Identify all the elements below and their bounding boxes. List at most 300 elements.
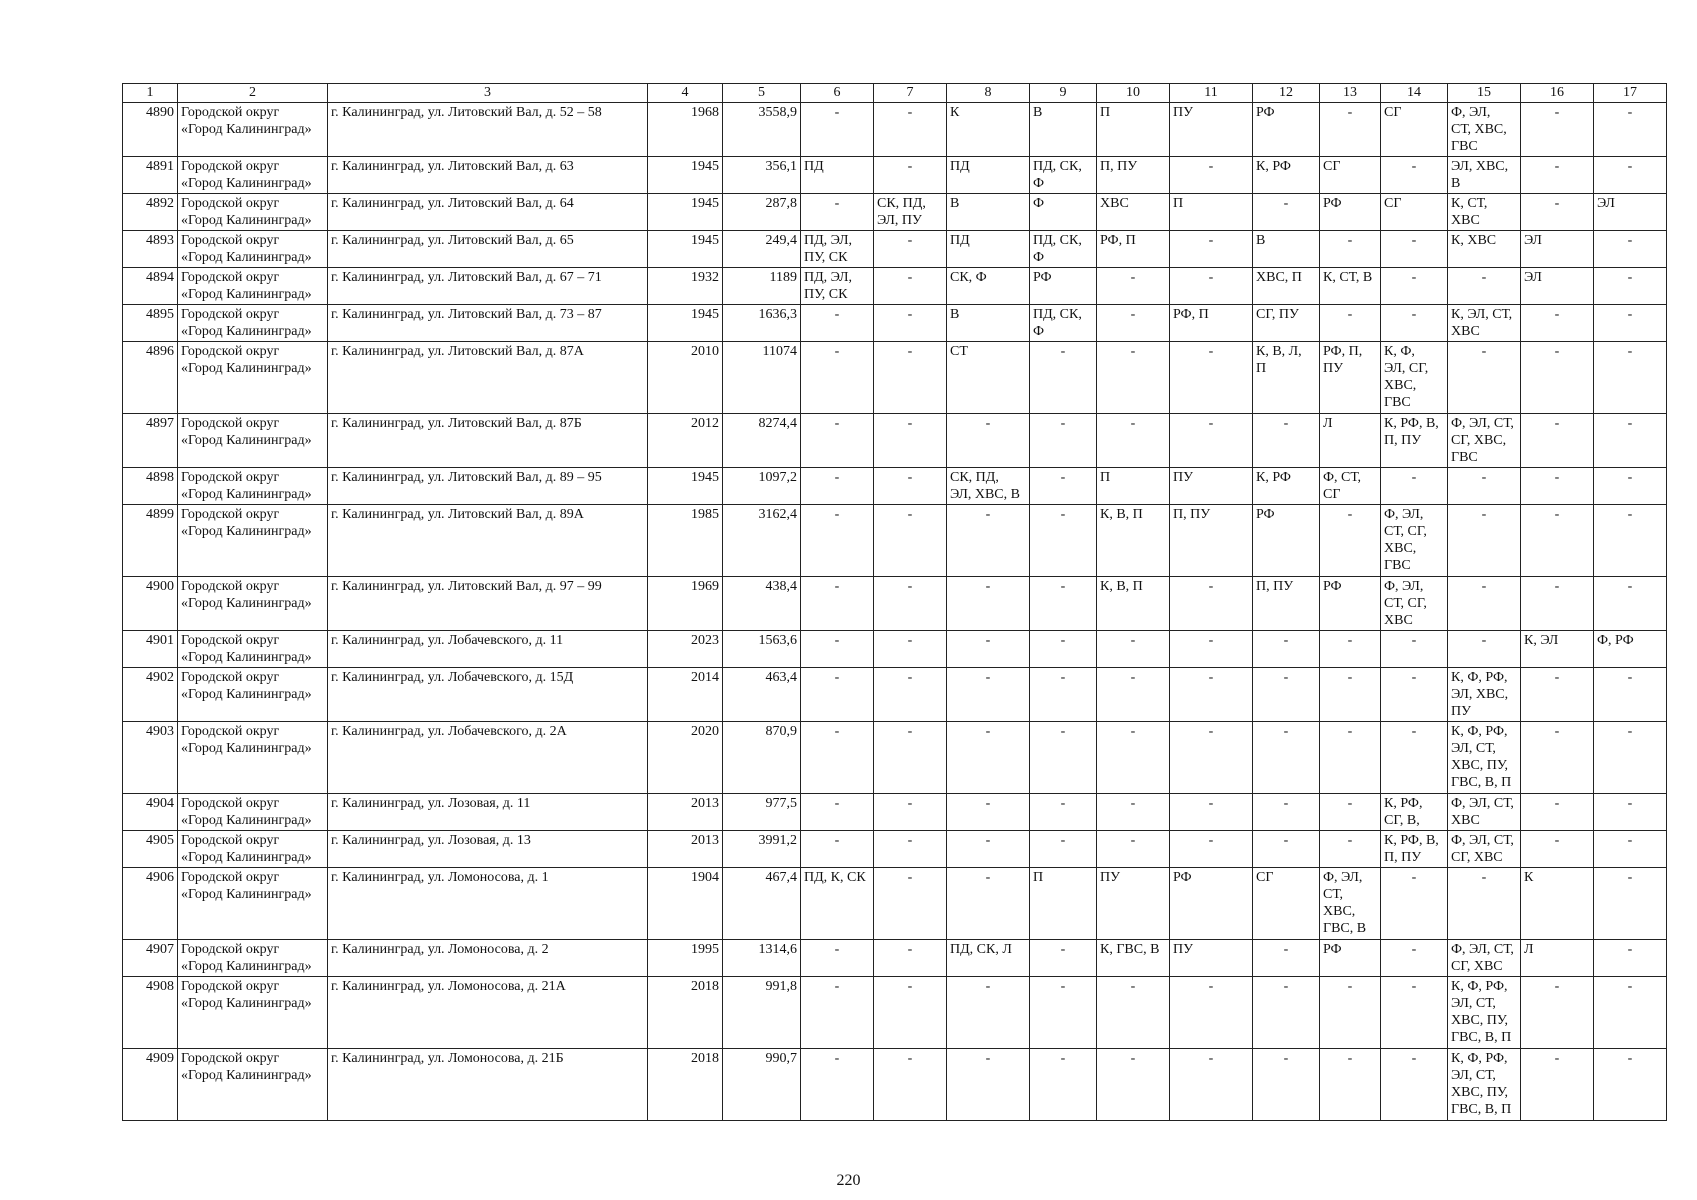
table-cell: К, СТ, В bbox=[1320, 268, 1381, 305]
table-cell: - bbox=[1097, 305, 1170, 342]
table-cell: 1314,6 bbox=[723, 940, 801, 977]
table-cell: - bbox=[947, 1049, 1030, 1121]
table-cell: - bbox=[1521, 722, 1594, 794]
table-cell: - bbox=[1594, 268, 1667, 305]
table-cell: 8274,4 bbox=[723, 414, 801, 468]
table-cell: РФ bbox=[1320, 194, 1381, 231]
table-cell: - bbox=[947, 831, 1030, 868]
table-cell: В bbox=[947, 305, 1030, 342]
table-cell: г. Калининград, ул. Литовский Вал, д. 73 – 87 bbox=[328, 305, 648, 342]
table-row bbox=[123, 868, 1667, 940]
table-cell: - bbox=[1381, 977, 1448, 1049]
table-cell: 3558,9 bbox=[723, 103, 801, 157]
table-cell: 2020 bbox=[648, 722, 723, 794]
table-cell: - bbox=[1170, 631, 1253, 668]
table-cell: СК, Ф bbox=[947, 268, 1030, 305]
table-cell: - bbox=[1521, 831, 1594, 868]
table-cell: - bbox=[947, 505, 1030, 577]
table-row bbox=[123, 940, 1667, 977]
table-cell: ПД, СК, Ф bbox=[1030, 231, 1097, 268]
table-cell: - bbox=[1320, 631, 1381, 668]
table-cell: - bbox=[947, 577, 1030, 631]
table-cell: - bbox=[1448, 631, 1521, 668]
table-cell: - bbox=[874, 157, 947, 194]
table-cell: - bbox=[874, 868, 947, 940]
table-cell: К, СТ, ХВС bbox=[1448, 194, 1521, 231]
table-cell: РФ, П, ПУ bbox=[1320, 342, 1381, 414]
table-cell: - bbox=[1594, 868, 1667, 940]
table-cell: - bbox=[1381, 157, 1448, 194]
table-cell: - bbox=[1253, 631, 1320, 668]
table-cell: - bbox=[1253, 414, 1320, 468]
column-header: 12 bbox=[1253, 84, 1320, 103]
table-cell: - bbox=[1594, 305, 1667, 342]
table-row bbox=[123, 268, 1667, 305]
table-row bbox=[123, 505, 1667, 577]
table-cell: РФ bbox=[1320, 940, 1381, 977]
table-cell: г. Калининград, ул. Лозовая, д. 11 bbox=[328, 794, 648, 831]
table-cell: - bbox=[1170, 157, 1253, 194]
table-cell: К, Ф, РФ, ЭЛ, СТ, ХВС, ПУ, ГВС, В, П bbox=[1448, 722, 1521, 794]
table-cell: К, В, П bbox=[1097, 505, 1170, 577]
table-cell: - bbox=[1320, 794, 1381, 831]
table-cell: ПД bbox=[801, 157, 874, 194]
table-cell: - bbox=[1097, 977, 1170, 1049]
column-header: 8 bbox=[947, 84, 1030, 103]
table-cell: Городской округ «Город Калининград» bbox=[178, 268, 328, 305]
table-cell: Городской округ «Город Калининград» bbox=[178, 194, 328, 231]
table-cell: - bbox=[1030, 468, 1097, 505]
table-cell: Городской округ «Город Калининград» bbox=[178, 668, 328, 722]
table-cell: 1945 bbox=[648, 194, 723, 231]
table-cell: - bbox=[1030, 668, 1097, 722]
table-cell: - bbox=[1594, 342, 1667, 414]
table-cell: - bbox=[801, 414, 874, 468]
table-cell: - bbox=[1594, 722, 1667, 794]
table-cell: 4895 bbox=[123, 305, 178, 342]
table-cell: - bbox=[801, 1049, 874, 1121]
table-cell: Городской округ «Город Калининград» bbox=[178, 1049, 328, 1121]
table-cell: - bbox=[947, 668, 1030, 722]
table-cell: - bbox=[1381, 231, 1448, 268]
table-cell: г. Калининград, ул. Лобачевского, д. 2А bbox=[328, 722, 648, 794]
table-cell: - bbox=[1521, 305, 1594, 342]
table-cell: 1945 bbox=[648, 468, 723, 505]
table-cell: РФ bbox=[1030, 268, 1097, 305]
table-cell: 1969 bbox=[648, 577, 723, 631]
table-row bbox=[123, 831, 1667, 868]
register-table bbox=[122, 83, 1667, 1121]
table-cell: - bbox=[1030, 977, 1097, 1049]
table-cell: В bbox=[1253, 231, 1320, 268]
table-cell: ПУ bbox=[1097, 868, 1170, 940]
table-cell: г. Калининград, ул. Литовский Вал, д. 87А bbox=[328, 342, 648, 414]
table-cell: 1932 bbox=[648, 268, 723, 305]
table-cell: - bbox=[1253, 668, 1320, 722]
table-cell: 2013 bbox=[648, 794, 723, 831]
table-cell: - bbox=[1594, 577, 1667, 631]
table-cell: К, РФ, В, П, ПУ bbox=[1381, 414, 1448, 468]
table-cell: 4894 bbox=[123, 268, 178, 305]
table-cell: - bbox=[947, 414, 1030, 468]
table-cell: Городской округ «Город Калининград» bbox=[178, 468, 328, 505]
table-cell: Городской округ «Город Калининград» bbox=[178, 342, 328, 414]
column-header: 1 bbox=[123, 84, 178, 103]
table-cell: - bbox=[1521, 505, 1594, 577]
table-cell: 2018 bbox=[648, 977, 723, 1049]
table-cell: Городской округ «Город Калининград» bbox=[178, 794, 328, 831]
table-cell: - bbox=[1170, 1049, 1253, 1121]
table-cell: 2013 bbox=[648, 831, 723, 868]
table-cell: - bbox=[1594, 668, 1667, 722]
table-cell: г. Калининград, ул. Литовский Вал, д. 67 – 71 bbox=[328, 268, 648, 305]
column-header: 6 bbox=[801, 84, 874, 103]
table-cell: Городской округ «Город Калининград» bbox=[178, 414, 328, 468]
table-cell: - bbox=[1521, 414, 1594, 468]
table-cell: - bbox=[1030, 631, 1097, 668]
table-cell: - bbox=[801, 722, 874, 794]
table-cell: - bbox=[1381, 468, 1448, 505]
table-cell: 287,8 bbox=[723, 194, 801, 231]
table-cell: - bbox=[1521, 157, 1594, 194]
table-row bbox=[123, 631, 1667, 668]
table-cell: Городской округ «Город Калининград» bbox=[178, 103, 328, 157]
table-cell: ПУ bbox=[1170, 468, 1253, 505]
table-cell: СК, ПД, ЭЛ, ПУ bbox=[874, 194, 947, 231]
table-cell: - bbox=[801, 505, 874, 577]
table-cell: - bbox=[1170, 668, 1253, 722]
table-cell: 3991,2 bbox=[723, 831, 801, 868]
table-cell: 4896 bbox=[123, 342, 178, 414]
table-cell: - bbox=[1097, 268, 1170, 305]
table-cell: 463,4 bbox=[723, 668, 801, 722]
table-cell: СГ, ПУ bbox=[1253, 305, 1320, 342]
table-cell: 4891 bbox=[123, 157, 178, 194]
table-cell: - bbox=[1594, 505, 1667, 577]
column-header: 17 bbox=[1594, 84, 1667, 103]
table-cell: г. Калининград, ул. Литовский Вал, д. 97 – 99 bbox=[328, 577, 648, 631]
table-cell: - bbox=[1521, 577, 1594, 631]
table-cell: г. Калининград, ул. Литовский Вал, д. 63 bbox=[328, 157, 648, 194]
table-cell: - bbox=[1170, 268, 1253, 305]
table-cell: 870,9 bbox=[723, 722, 801, 794]
table-cell: - bbox=[1381, 1049, 1448, 1121]
table-cell: 2014 bbox=[648, 668, 723, 722]
table-cell: - bbox=[1381, 868, 1448, 940]
table-cell: 4909 bbox=[123, 1049, 178, 1121]
table-row bbox=[123, 722, 1667, 794]
table-cell: 3162,4 bbox=[723, 505, 801, 577]
table-cell: СК, ПД, ЭЛ, ХВС, В bbox=[947, 468, 1030, 505]
table-cell: В bbox=[1030, 103, 1097, 157]
column-header: 14 bbox=[1381, 84, 1448, 103]
table-cell: - bbox=[1320, 305, 1381, 342]
table-cell: - bbox=[1381, 631, 1448, 668]
table-cell: РФ bbox=[1253, 103, 1320, 157]
table-cell: ХВС bbox=[1097, 194, 1170, 231]
table-cell: - bbox=[801, 194, 874, 231]
table-cell: П bbox=[1030, 868, 1097, 940]
table-cell: ПУ bbox=[1170, 940, 1253, 977]
table-cell: Ф, ЭЛ, СТ, СГ, ХВС bbox=[1448, 831, 1521, 868]
table-cell: г. Калининград, ул. Ломоносова, д. 21Б bbox=[328, 1049, 648, 1121]
table-cell: - bbox=[874, 794, 947, 831]
table-cell: 1995 bbox=[648, 940, 723, 977]
table-cell: Ф, ЭЛ, СТ, СГ, ХВС, ГВС bbox=[1381, 505, 1448, 577]
table-cell: - bbox=[874, 631, 947, 668]
table-cell: г. Калининград, ул. Литовский Вал, д. 64 bbox=[328, 194, 648, 231]
table-cell: ПД, К, СК bbox=[801, 868, 874, 940]
table-cell: - bbox=[1594, 103, 1667, 157]
table-cell: - bbox=[1170, 722, 1253, 794]
table-cell: ПД, ЭЛ, ПУ, СК bbox=[801, 268, 874, 305]
table-cell: - bbox=[1448, 868, 1521, 940]
column-header: 4 bbox=[648, 84, 723, 103]
table-cell: 977,5 bbox=[723, 794, 801, 831]
table-cell: - bbox=[1170, 577, 1253, 631]
table-cell: К bbox=[1521, 868, 1594, 940]
table-cell: 4899 bbox=[123, 505, 178, 577]
table-cell: 2023 bbox=[648, 631, 723, 668]
table-cell: 1563,6 bbox=[723, 631, 801, 668]
table-cell: Ф, ЭЛ, СТ, СГ, ХВС, ГВС bbox=[1448, 414, 1521, 468]
table-cell: 4901 bbox=[123, 631, 178, 668]
table-cell: Ф, СТ, СГ bbox=[1320, 468, 1381, 505]
table-cell: - bbox=[1448, 468, 1521, 505]
table-cell: - bbox=[947, 868, 1030, 940]
table-cell: - bbox=[874, 577, 947, 631]
table-cell: - bbox=[1170, 831, 1253, 868]
table-cell: - bbox=[1594, 414, 1667, 468]
column-header: 7 bbox=[874, 84, 947, 103]
table-cell: ЭЛ bbox=[1594, 194, 1667, 231]
table-cell: РФ, П bbox=[1170, 305, 1253, 342]
table-cell: - bbox=[874, 940, 947, 977]
table-row bbox=[123, 305, 1667, 342]
table-cell: - bbox=[1448, 505, 1521, 577]
table-cell: К, РФ, В, П, ПУ bbox=[1381, 831, 1448, 868]
table-cell: К, В, Л, П bbox=[1253, 342, 1320, 414]
table-cell: - bbox=[1030, 1049, 1097, 1121]
table-cell: - bbox=[1097, 831, 1170, 868]
table-cell: - bbox=[801, 668, 874, 722]
table-cell: Ф, ЭЛ, СТ, ХВС, ГВС bbox=[1448, 103, 1521, 157]
table-cell: - bbox=[947, 977, 1030, 1049]
table-cell: - bbox=[1381, 940, 1448, 977]
table-cell: 249,4 bbox=[723, 231, 801, 268]
table-cell: г. Калининград, ул. Ломоносова, д. 21А bbox=[328, 977, 648, 1049]
table-cell: - bbox=[1521, 194, 1594, 231]
table-cell: 1904 bbox=[648, 868, 723, 940]
column-header: 2 bbox=[178, 84, 328, 103]
table-cell: 1636,3 bbox=[723, 305, 801, 342]
table-cell: - bbox=[1448, 342, 1521, 414]
table-cell: П, ПУ bbox=[1097, 157, 1170, 194]
table-row bbox=[123, 468, 1667, 505]
table-row bbox=[123, 414, 1667, 468]
table-cell: К, ЭЛ bbox=[1521, 631, 1594, 668]
table-cell: Ф, ЭЛ, СТ, СГ, ХВС bbox=[1381, 577, 1448, 631]
table-cell: РФ bbox=[1253, 505, 1320, 577]
table-cell: ЭЛ bbox=[1521, 231, 1594, 268]
table-cell: - bbox=[1521, 668, 1594, 722]
table-cell: - bbox=[874, 668, 947, 722]
table-cell: - bbox=[1381, 668, 1448, 722]
page-number: 220 bbox=[836, 1172, 861, 1189]
table-row bbox=[123, 194, 1667, 231]
table-cell: СТ bbox=[947, 342, 1030, 414]
table-cell: г. Калининград, ул. Литовский Вал, д. 89А bbox=[328, 505, 648, 577]
table-cell: Л bbox=[1521, 940, 1594, 977]
table-cell: Городской округ «Город Калининград» bbox=[178, 977, 328, 1049]
table-cell: Ф, ЭЛ, СТ, СГ, ХВС bbox=[1448, 940, 1521, 977]
table-row bbox=[123, 977, 1667, 1049]
table-cell: - bbox=[1448, 268, 1521, 305]
table-cell: 1985 bbox=[648, 505, 723, 577]
table-row bbox=[123, 1049, 1667, 1121]
table-cell: - bbox=[1030, 414, 1097, 468]
table-cell: - bbox=[1521, 103, 1594, 157]
table-header bbox=[123, 84, 1667, 103]
table-cell: - bbox=[1594, 831, 1667, 868]
table-cell: - bbox=[1170, 794, 1253, 831]
table-cell: ПД, СК, Л bbox=[947, 940, 1030, 977]
table-row bbox=[123, 157, 1667, 194]
table-cell: К, В, П bbox=[1097, 577, 1170, 631]
column-header: 3 bbox=[328, 84, 648, 103]
table-cell: 1945 bbox=[648, 157, 723, 194]
table-cell: Городской округ «Город Калининград» bbox=[178, 722, 328, 794]
table-cell: - bbox=[1521, 342, 1594, 414]
table-cell: 356,1 bbox=[723, 157, 801, 194]
table-cell: - bbox=[874, 103, 947, 157]
table-cell: 991,8 bbox=[723, 977, 801, 1049]
table-cell: 4893 bbox=[123, 231, 178, 268]
column-header: 16 bbox=[1521, 84, 1594, 103]
table-cell: г. Калининград, ул. Литовский Вал, д. 87Б bbox=[328, 414, 648, 468]
table-cell: - bbox=[1320, 668, 1381, 722]
table-cell: - bbox=[1097, 631, 1170, 668]
table-cell: - bbox=[1030, 831, 1097, 868]
table-cell: Городской округ «Город Калининград» bbox=[178, 831, 328, 868]
table-cell: Городской округ «Город Калининград» bbox=[178, 631, 328, 668]
table-cell: - bbox=[1320, 505, 1381, 577]
table-cell: - bbox=[1521, 794, 1594, 831]
table-cell: - bbox=[1097, 668, 1170, 722]
table-cell: 2010 bbox=[648, 342, 723, 414]
table-cell: 1189 bbox=[723, 268, 801, 305]
table-cell: - bbox=[1320, 231, 1381, 268]
table-cell: - bbox=[1030, 940, 1097, 977]
column-number-row bbox=[123, 84, 1667, 103]
table-cell: К, ХВС bbox=[1448, 231, 1521, 268]
table-cell: - bbox=[874, 342, 947, 414]
table-cell: - bbox=[801, 305, 874, 342]
table-cell: СГ bbox=[1320, 157, 1381, 194]
table-cell: - bbox=[1253, 794, 1320, 831]
table-cell: - bbox=[1521, 1049, 1594, 1121]
table-cell: - bbox=[874, 831, 947, 868]
table-cell: - bbox=[874, 231, 947, 268]
table-cell: 4902 bbox=[123, 668, 178, 722]
table-cell: - bbox=[1594, 231, 1667, 268]
table-cell: - bbox=[1253, 722, 1320, 794]
column-header: 11 bbox=[1170, 84, 1253, 103]
table-cell: - bbox=[801, 977, 874, 1049]
table-cell: 4897 bbox=[123, 414, 178, 468]
table-cell: К, Ф, РФ, ЭЛ, СТ, ХВС, ПУ, ГВС, В, П bbox=[1448, 1049, 1521, 1121]
table-cell: - bbox=[1253, 194, 1320, 231]
table-cell: К, Ф, РФ, ЭЛ, СТ, ХВС, ПУ, ГВС, В, П bbox=[1448, 977, 1521, 1049]
table-cell: - bbox=[1594, 468, 1667, 505]
table-cell: - bbox=[801, 631, 874, 668]
table-cell: ЭЛ, ХВС, В bbox=[1448, 157, 1521, 194]
table-cell: - bbox=[874, 722, 947, 794]
table-cell: ПД bbox=[947, 231, 1030, 268]
table-cell: - bbox=[874, 268, 947, 305]
table-cell: - bbox=[1097, 414, 1170, 468]
table-cell: - bbox=[1381, 305, 1448, 342]
table-cell: Ф, РФ bbox=[1594, 631, 1667, 668]
table-cell: Л bbox=[1320, 414, 1381, 468]
table-cell: - bbox=[801, 794, 874, 831]
table-cell: - bbox=[874, 1049, 947, 1121]
table-cell: СГ bbox=[1253, 868, 1320, 940]
table-cell: К bbox=[947, 103, 1030, 157]
table-cell: СГ bbox=[1381, 103, 1448, 157]
table-cell: 1945 bbox=[648, 231, 723, 268]
table-row bbox=[123, 231, 1667, 268]
table-cell: - bbox=[1097, 722, 1170, 794]
table-row bbox=[123, 577, 1667, 631]
table-cell: П, ПУ bbox=[1253, 577, 1320, 631]
table-cell: Городской округ «Город Калининград» bbox=[178, 305, 328, 342]
table-cell: г. Калининград, ул. Литовский Вал, д. 52 – 58 bbox=[328, 103, 648, 157]
table-cell: - bbox=[1521, 977, 1594, 1049]
table-cell: - bbox=[801, 577, 874, 631]
table-cell: ПД, СК, Ф bbox=[1030, 305, 1097, 342]
table-cell: ПД bbox=[947, 157, 1030, 194]
table-cell: - bbox=[1170, 414, 1253, 468]
table-row bbox=[123, 794, 1667, 831]
table-cell: 4903 bbox=[123, 722, 178, 794]
table-cell: 4907 bbox=[123, 940, 178, 977]
table-cell: 1968 bbox=[648, 103, 723, 157]
table-cell: Ф, ЭЛ, СТ, ХВС, ГВС, В bbox=[1320, 868, 1381, 940]
table-cell: - bbox=[1594, 977, 1667, 1049]
table-cell: 4906 bbox=[123, 868, 178, 940]
table-cell: 1097,2 bbox=[723, 468, 801, 505]
table-cell: - bbox=[874, 305, 947, 342]
table-row bbox=[123, 103, 1667, 157]
table-cell: - bbox=[874, 505, 947, 577]
table-cell: Ф, ЭЛ, СТ, ХВС bbox=[1448, 794, 1521, 831]
table-cell: ХВС, П bbox=[1253, 268, 1320, 305]
table-cell: К, ГВС, В bbox=[1097, 940, 1170, 977]
table-cell: - bbox=[874, 468, 947, 505]
table-cell: 4890 bbox=[123, 103, 178, 157]
table-cell: - bbox=[1594, 157, 1667, 194]
table-cell: - bbox=[1594, 794, 1667, 831]
table-cell: - bbox=[1030, 505, 1097, 577]
table-cell: - bbox=[1448, 577, 1521, 631]
table-cell: - bbox=[1097, 342, 1170, 414]
table-cell: - bbox=[801, 103, 874, 157]
table-cell: П bbox=[1097, 468, 1170, 505]
table-cell: 4908 bbox=[123, 977, 178, 1049]
table-cell: - bbox=[1253, 977, 1320, 1049]
table-cell: Городской округ «Город Калининград» bbox=[178, 157, 328, 194]
